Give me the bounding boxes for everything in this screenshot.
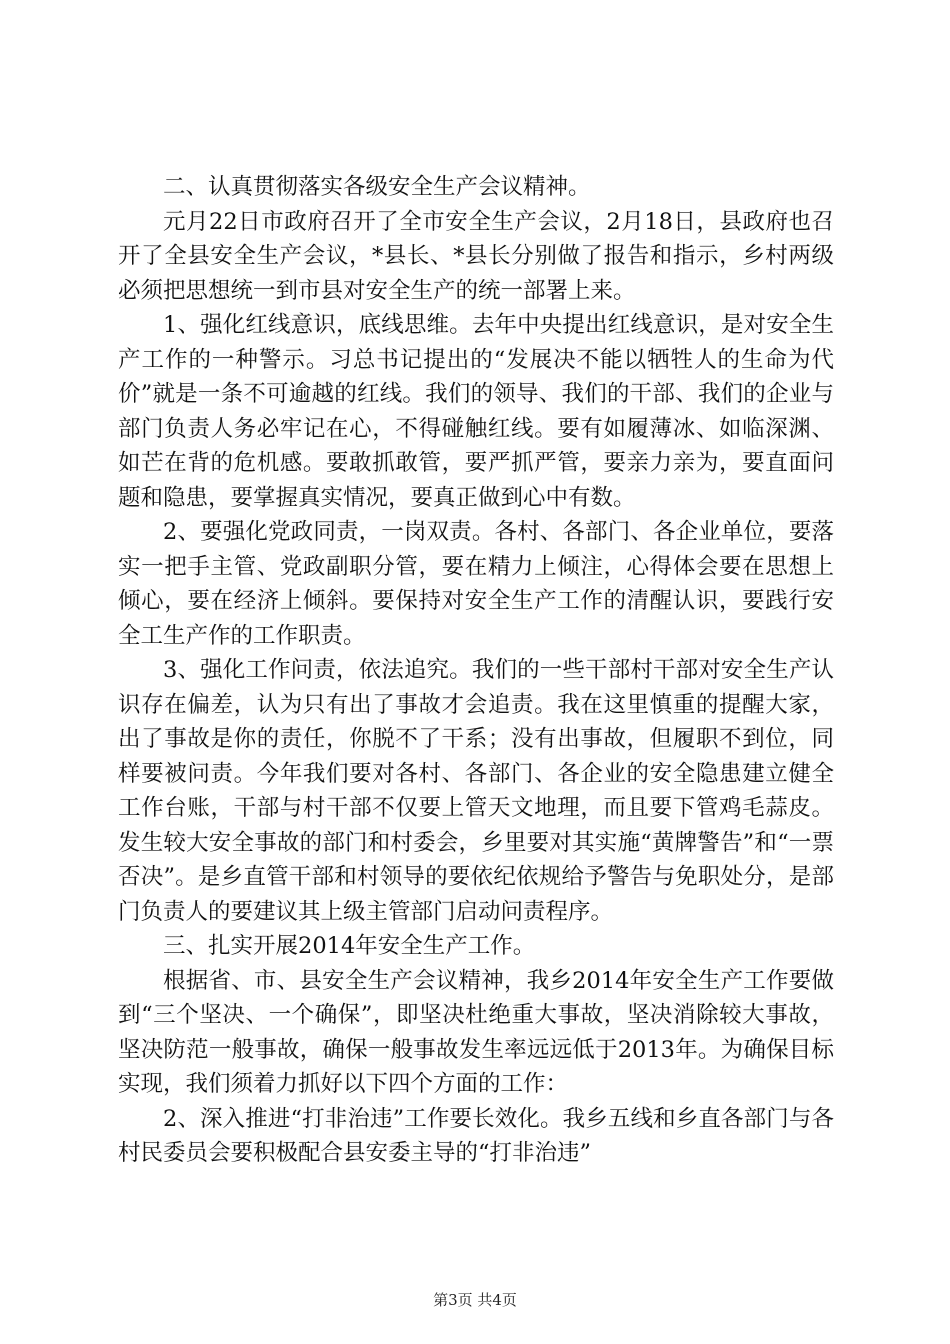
section-heading-3: 三、扎实开展2014年安全生产工作。 [163, 933, 536, 959]
section-heading-2: 二、认真贯彻落实各级安全生产会议精神。 [163, 174, 591, 200]
paragraph-party-responsibility: 2、要强化党政同责，一岗双责。各村、各部门、各企业单位，要落实一把手主管、党政副职分管，要在精力上倾注，心得体会要在思想上倾心，要在经济上倾斜。要保持对安全生产工作的清醒认识，要践行安全工生产作的工作职责。 [118, 519, 834, 649]
document-body [118, 170, 834, 1171]
paragraph-meetings: 元月22日市政府召开了全市安全生产会议，2月18日，县政府也召开了全县安全生产会议，*县长、*县长分别做了报告和指示，乡村两级必须把思想统一到市县对安全生产的统一部署上来。 [118, 208, 834, 304]
paragraph-crackdown: 2、深入推进“打非治违”工作要长效化。我乡五线和乡直各部门与各村民委员会要积极配合县安委主导的“打非治违” [118, 1105, 834, 1166]
paragraph-accountability: 3、强化工作问责，依法追究。我们的一些干部村干部对安全生产认识存在偏差，认为只有出了事故才会追责。我在这里慎重的提醒大家，出了事故是你的责任，你脱不了干系；没有出事故，但履职不到位，同样要被问责。今年我们要对各村、各部门、各企业的安全隐患建立健全工作台账，干部与村干部不仅要上管天文地理，而且要下管鸡毛蒜皮。发生较大安全事故的部门和村委会，乡里要对其实施“黄牌警告”和“一票否决”。是乡直管干部和村领导的要依纪依规给予警告与免职处分，是部门负责人的要建议其上级主管部门启动问责程序。 [118, 657, 834, 925]
page-footer: 第3页 共4页 [433, 1291, 517, 1309]
paragraph-red-line: 1、强化红线意识，底线思维。去年中央提出红线意识，是对安全生产工作的一种警示。习总书记提出的“发展决不能以牺牲人的生命为代价”就是一条不可逾越的红线。我们的领导、我们的干部、我们的企业与部门负责人务必牢记在心，不得碰触红线。要有如履薄冰、如临深渊、如芒在背的危机感。要敢抓敢管，要严抓严管，要亲力亲为，要直面问题和隐患，要掌握真实情况，要真正做到心中有数。 [118, 312, 834, 511]
paragraph-goals: 根据省、市、县安全生产会议精神，我乡2014年安全生产工作要做到“三个坚决、一个确保”，即坚决杜绝重大事故，坚决消除较大事故，坚决防范一般事故，确保一般事故发生率远远低于2013年。为确保目标实现，我们须着力抓好以下四个方面的工作： [118, 967, 834, 1097]
